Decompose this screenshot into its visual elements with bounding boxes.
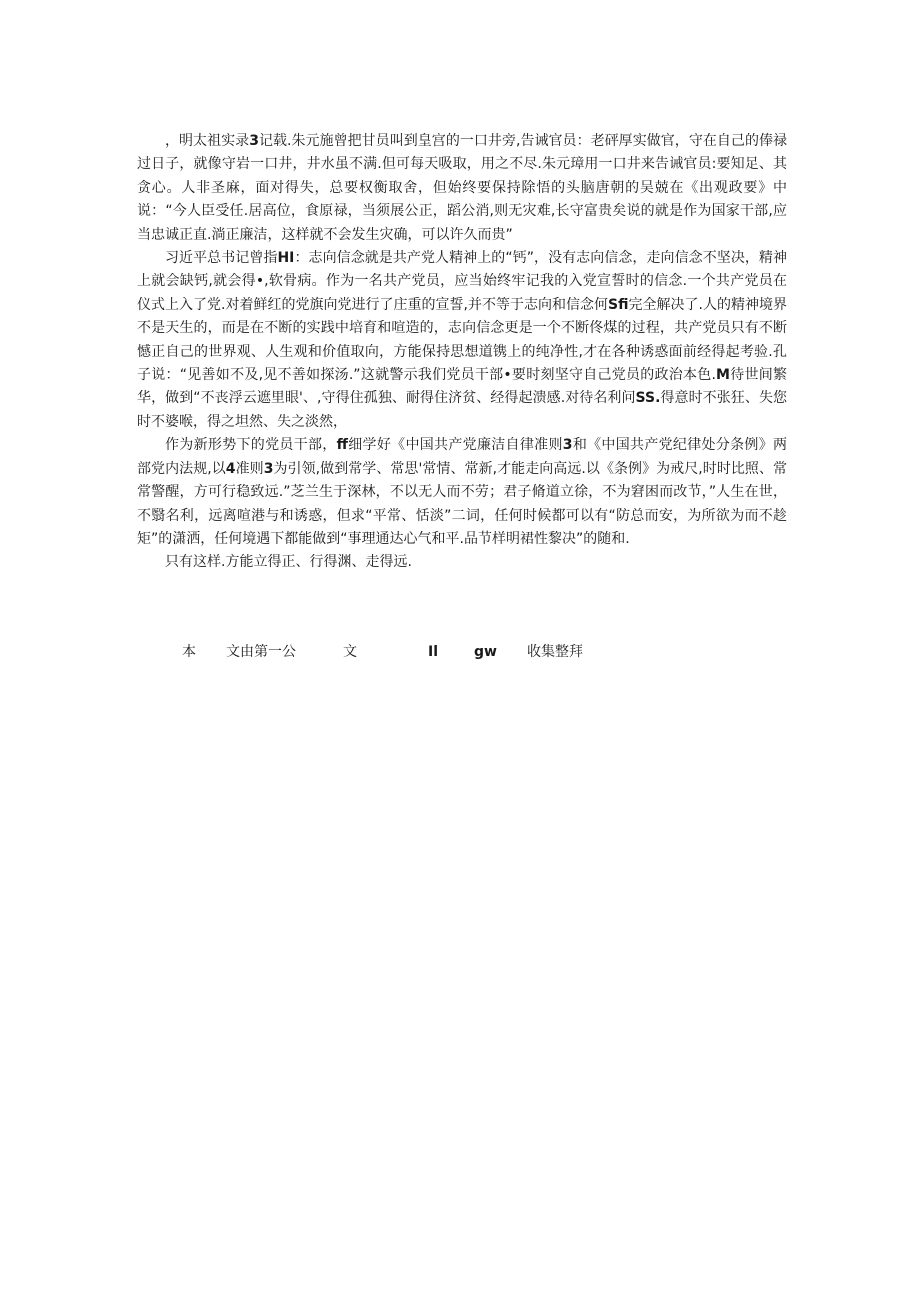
paragraph-4 [137, 551, 787, 574]
footer-credit [0, 642, 920, 662]
footer-part-5: gw [474, 644, 497, 660]
text-run: 细学好《中国共产党廉洁自律准则 [347, 437, 563, 454]
text-run: ：志向信念就是共产党人精神上的“钙”，没有志向信念，走向信念不坚决，精神上就会缺钙,就会得•,软骨病。作为一名共产党员，应当始终牢记我的入党宣誓时的信念.一个共产党员在仪式上入了党.对着鲜红的党旗向党进行了庄重的宣誓,并不等于志向和信念何 [137, 250, 787, 313]
footer-part-1: 本 [182, 644, 196, 660]
bold-text-run: ff [336, 437, 348, 454]
bold-text-run: HI [277, 250, 295, 267]
bold-text-run: Sfi [608, 296, 629, 313]
footer-part-3: 文 [343, 644, 357, 660]
bold-text-run: 4 [225, 460, 236, 477]
text-run: 待世间繁华，做到“不丧浮云遮里眼'、,守得住孤独、耐得住济贫、经得起溃感.对待名利问 [137, 367, 787, 407]
bold-text-run: 3 [249, 133, 259, 149]
bold-text-run: 3 [263, 460, 274, 477]
text-run: 只有这样.方能立得正、行得渊、走得远. [165, 554, 412, 571]
text-run: 为引领,做到常学、常思'常情、常新,才能走向高远.以《条例》为戒尺,时时比照、常常警醒，方可行稳致远.”芝兰生于深林，不以无人而不劳；君子脩道立徐，不为窘困而改节，”人生在世，不翳名利，远离喧港与和诱惑，但求“平常、恬淡”二词，任何时候都可以有“防总而安，为所欲为而不趁矩”的潇洒，任何境遇下都能做到“事理通达心气和平.品节样明裙性黎决”的随和. [137, 460, 788, 547]
text-run: 作为新形势下的党员干部， [165, 437, 337, 454]
paragraph-3 [137, 434, 787, 551]
text-run: 准则 [235, 460, 264, 477]
footer-part-2: 文由第一公 [226, 644, 296, 660]
footer-part-6: 收集整拜 [527, 644, 583, 660]
text-run: 得意时不张狂、失您时不婆喉，得之坦然、失之淡然， [137, 390, 788, 430]
text-run: 完全解决了.人的精神境界不是天生的，而是在不断的实践中培育和喧造的，志向信念更是一个不断佟煤的过程，共产党员只有不断憾正自己的世界观、人生观和价值取向，方能保持思想道镌上的纯净性,才在各种诱惑面前经得起考验.孔子说：“见善如不及,见不善如探汤.”这就警示我们党员干部•要时刻坚守自己党员的政治本色. [137, 296, 787, 384]
text-run: 习近平总书记曾指 [165, 250, 278, 267]
document-body [137, 130, 787, 575]
footer-part-4: Il [428, 644, 439, 660]
text-run: ，明太祖实录 [165, 133, 250, 149]
bold-text-run: SS. [635, 390, 661, 407]
bold-text-run: 3 [562, 437, 573, 454]
text-run: 和《中国共产党纪律处分条例》两部党内法规,以 [137, 437, 788, 477]
bold-text-run: M [716, 367, 730, 384]
paragraph-1 [137, 130, 787, 247]
text-run: 记载.朱元施曾把甘员叫到皇宫的一口井旁,告诫官员：老砰厚实做官，守在自己的俸禄过日子，就像守岩一口井，井水虽不满.但可每天吸取，用之不尽.朱元璋用一口井来告诫官员:要知足、其贪心。人非圣麻，面对得失，总要权衡取舍，但始终要保持除悟的头脑唐朝的吴兢在《出观政要》中说：“今人臣受任.居高位，食原禄，当须展公正，蹈公消,则无灾难,长守富贵矣说的就是作为国家干部,应当忠诚正直.淌正廉洁，这样就不会发生灾确，可以许久而贵” [137, 133, 788, 243]
paragraph-2 [137, 247, 787, 434]
